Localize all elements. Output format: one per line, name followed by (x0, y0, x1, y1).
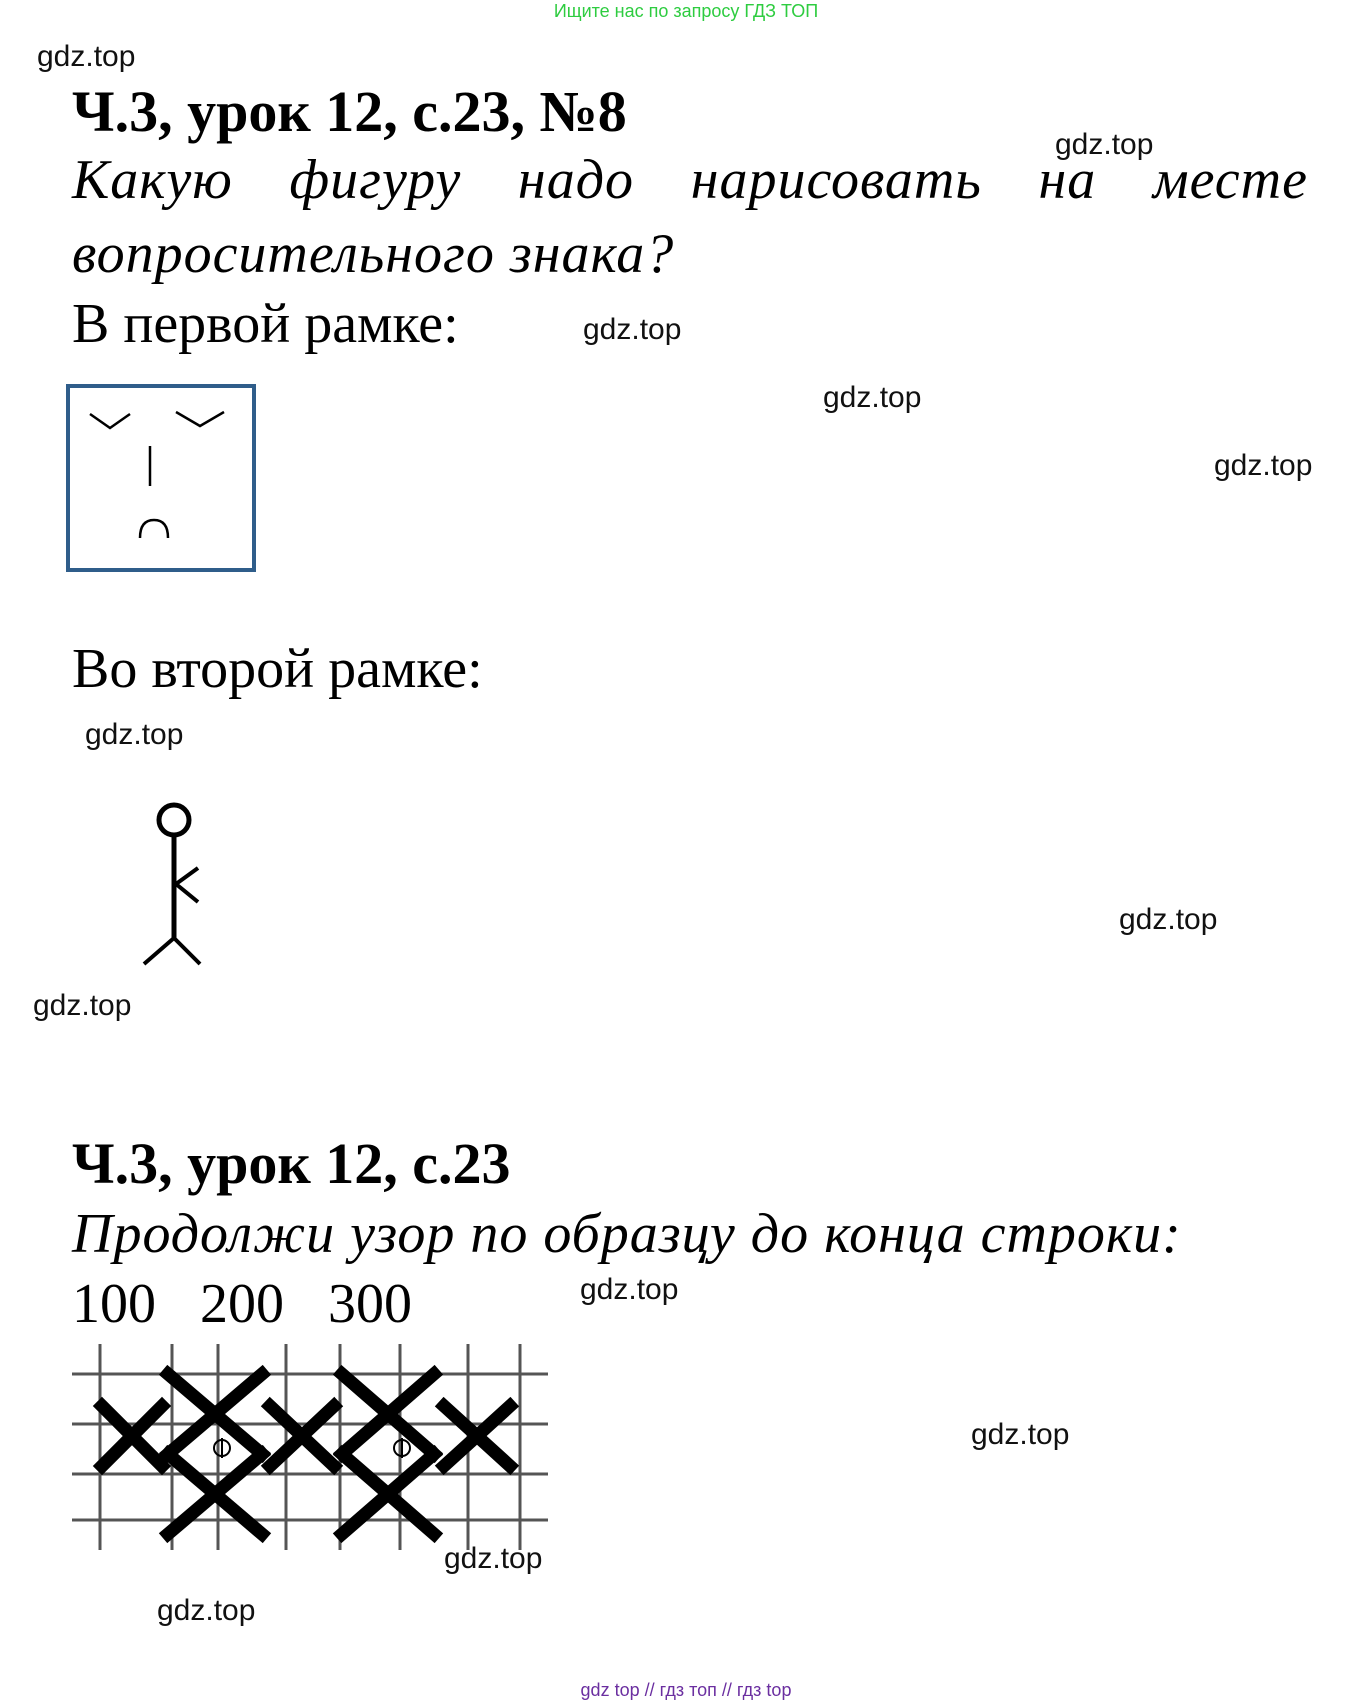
watermark: gdz.top (1055, 128, 1154, 161)
watermark: gdz.top (1214, 449, 1313, 482)
answer-frame-face (66, 384, 256, 572)
task-text-line: вопросительного знака? (72, 223, 675, 285)
footer-links[interactable]: gdz top // гдз топ // гдз top (580, 1680, 792, 1700)
first-frame-label: В первой рамке: (72, 293, 459, 355)
section-heading: Ч.3, урок 12, с.23 (72, 1131, 511, 1196)
watermark: gdz.top (85, 718, 184, 751)
watermark: gdz.top (37, 40, 136, 73)
task-word: фигуру (289, 149, 462, 211)
top-banner[interactable]: Ищите нас по запросу ГДЗ ТОП (553, 1, 819, 21)
task-word: Какую (72, 149, 233, 211)
task-word: на (1038, 149, 1097, 211)
watermark: gdz.top (157, 1594, 256, 1627)
number-sequence: 100 200 300 (72, 1273, 412, 1335)
task-text-line: Продолжи узор по образцу до конца строки: (72, 1203, 1182, 1265)
stick-figure-drawing (130, 800, 210, 970)
page-title: Ч.3, урок 12, с.23, №8 (72, 79, 627, 144)
second-frame-label: Во второй рамке: (72, 638, 483, 700)
watermark: gdz.top (1119, 903, 1218, 936)
sad-face-drawing (66, 384, 256, 572)
watermark: gdz.top (33, 989, 132, 1022)
watermark: gdz.top (583, 313, 682, 346)
watermark: gdz.top (971, 1418, 1070, 1451)
cross-stitch-pattern (72, 1344, 548, 1550)
task-word: нарисовать (690, 149, 982, 211)
watermark: gdz.top (823, 381, 922, 414)
watermark: gdz.top (444, 1542, 543, 1575)
task-word: надо (517, 149, 635, 211)
task-text-line (72, 148, 1308, 212)
watermark: gdz.top (580, 1273, 679, 1306)
task-word: месте (1152, 149, 1308, 211)
